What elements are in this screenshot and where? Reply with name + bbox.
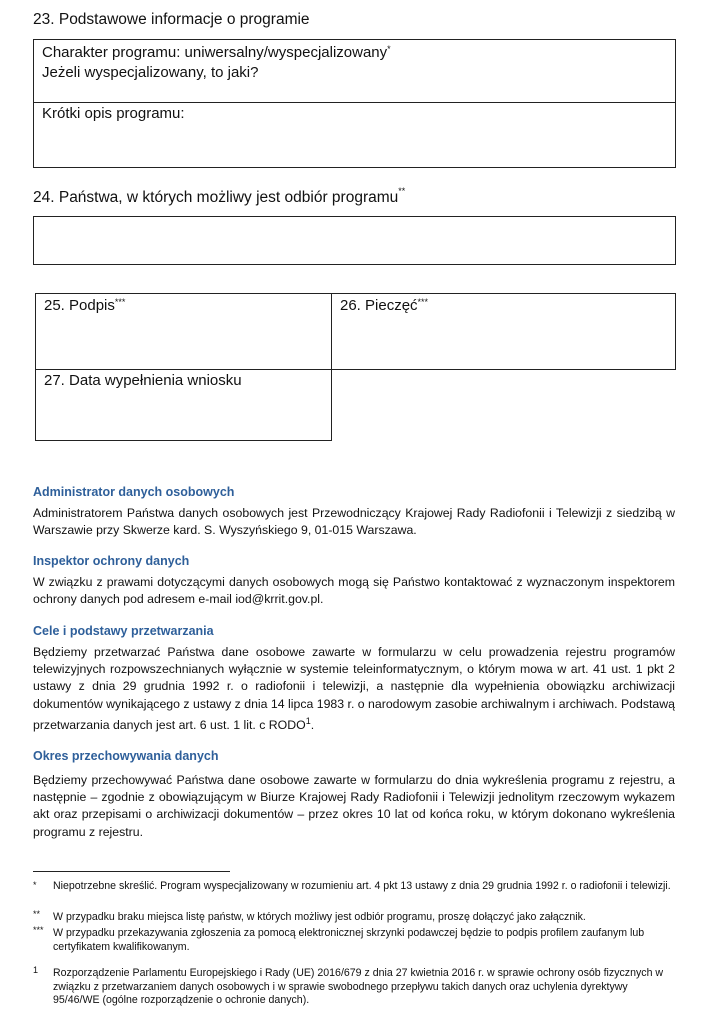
date-label: 27. Data wypełnienia wniosku bbox=[44, 372, 242, 389]
date-box[interactable] bbox=[35, 369, 332, 441]
purpose-footnote-mark: 1 bbox=[305, 715, 311, 726]
section-24-label: 24. Państwa, w których możliwy jest odbiór programu bbox=[33, 189, 399, 206]
section-24-heading bbox=[33, 186, 406, 207]
description-field[interactable]: Krótki opis programu: bbox=[42, 105, 185, 122]
section-24-mark: ** bbox=[398, 186, 406, 196]
stamp-box[interactable] bbox=[331, 293, 676, 370]
character-field[interactable] bbox=[42, 43, 391, 62]
divider bbox=[34, 102, 675, 103]
admin-text: Administratorem Państwa danych osobowych jest Przewodniczący Krajowej Rady Radiofonii i Telewizji z siedzibą w Warszawie przy Skwerze kard. S. Wyszyńskiego 9, 01-015 Warszawa. bbox=[33, 506, 675, 538]
footnote-2-text: W przypadku braku miejsca listę państw, w których możliwy jest odbiór programu, proszę dołączyć jako załącznik. bbox=[53, 911, 586, 923]
character-mark: * bbox=[387, 44, 391, 54]
admin-heading: Administrator danych osobowych bbox=[33, 485, 235, 499]
signature-mark: *** bbox=[114, 297, 126, 307]
footnote-4-mark: 1 bbox=[33, 965, 39, 975]
section-23-box bbox=[33, 39, 676, 168]
purpose-body: Będziemy przetwarzać Państwa dane osobowe zawarte w formularzu w celu prowadzenia rejestru programów telewizyjnych rozpowszechnianych wyłącznie w systemie teleinformatycznym, o którym mowa w art. 41 ust. 1 pkt 2 ustawy z dnia 29 grudnia 1992 r. o radiofonii i telewizji, a następnie dla wypełnienia obowiązku archiwizacji dokumentów wynikającego z ustawy z dnia 14 lipca 1983 r. o narodowym zasobie archiwalnym i archiwach. Podstawą przetwarzania danych jest art. 6 ust. 1 lit. c RODO bbox=[33, 645, 675, 732]
footnote-separator bbox=[33, 871, 230, 872]
inspector-text: W związku z prawami dotyczącymi danych osobowych mogą się Państwo kontaktować z wyznaczonym inspektorem ochrony danych pod adresem e-mail iod@krrit.gov.pl. bbox=[33, 575, 675, 607]
footnote-1-text: Niepotrzebne skreślić. Program wyspecjalizowany w rozumieniu art. 4 pkt 13 ustawy z dnia 29 grudnia 1992 r. o radiofonii i telewizji. bbox=[53, 880, 671, 892]
stamp-label: 26. Pieczęć bbox=[340, 297, 418, 314]
footnote-3-mark: *** bbox=[33, 925, 44, 935]
countries-input-box[interactable] bbox=[33, 216, 676, 265]
stamp-mark: *** bbox=[417, 297, 429, 307]
retention-heading: Okres przechowywania danych bbox=[33, 749, 219, 763]
stamp-field bbox=[340, 296, 428, 315]
purpose-end: . bbox=[310, 717, 315, 732]
footnote-2-mark: ** bbox=[33, 909, 41, 919]
signature-label: 25. Podpis bbox=[44, 297, 115, 314]
specialized-field[interactable]: Jeżeli wyspecjalizowany, to jaki? bbox=[42, 64, 259, 81]
character-label: Charakter programu: uniwersalny/wyspecjalizowany bbox=[42, 44, 388, 61]
signature-box[interactable] bbox=[35, 293, 332, 370]
footnote-1-mark: * bbox=[33, 880, 37, 890]
footnote-4-text: Rozporządzenie Parlamentu Europejskiego i Rady (UE) 2016/679 z dnia 27 kwietnia 2016 r. w sprawie ochrony osób fizycznych w związku z przetwarzaniem danych osobowych i w sprawie swobodnego przepływu takich danych oraz uchylenia dyrektywy 95/46/WE (ogólne rozporządzenie o ochronie danych). bbox=[53, 967, 664, 1007]
retention-text: Będziemy przechowywać Państwa dane osobowe zawarte w formularzu do dnia wykreślenia programu z rejestru, a następnie – zgodnie z obowiązującym w Biurze Krajowej Rady Radiofonii i Telewizji jednolitym rzeczowym wykazem akt oraz przepisami o archiwizacji dokumentów – przez okres 10 lat od końca roku, w którym dokonano wykreślenia programu z rejestru. bbox=[33, 773, 675, 839]
signature-field bbox=[44, 296, 125, 315]
purpose-text bbox=[33, 644, 675, 734]
inspector-heading: Inspektor ochrony danych bbox=[33, 554, 190, 568]
section-23-heading: 23. Podstawowe informacje o programie bbox=[33, 11, 310, 28]
purpose-heading: Cele i podstawy przetwarzania bbox=[33, 624, 214, 638]
footnote-3-text: W przypadku przekazywania zgłoszenia za pomocą elektronicznej skrzynki podawczej będzie to podpis profilem zaufanym lub certyfikatem kwalifikowanym. bbox=[53, 927, 645, 953]
